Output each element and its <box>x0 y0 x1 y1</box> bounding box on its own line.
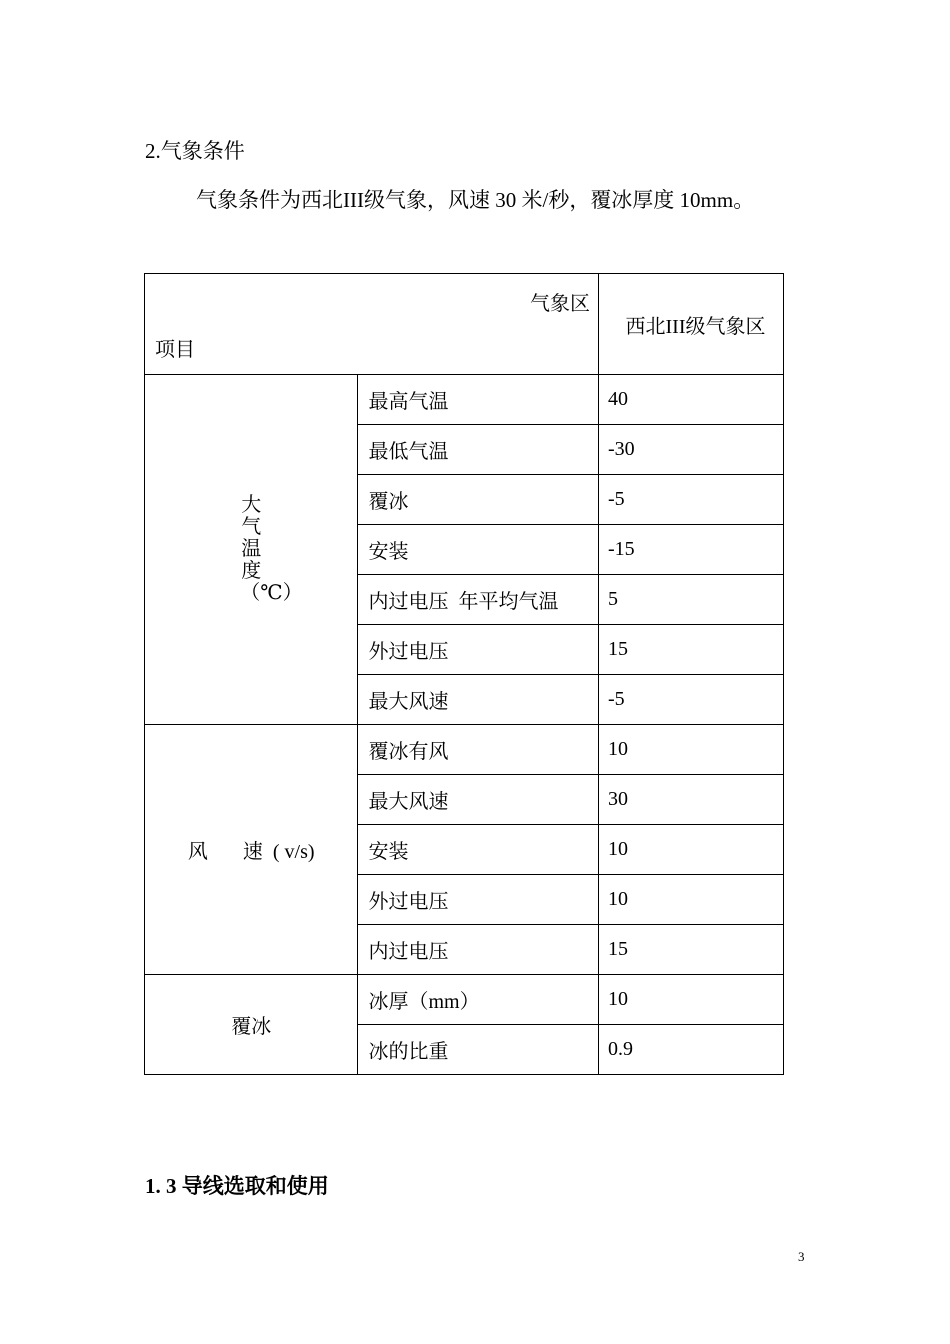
group-label-icing: 覆冰 <box>145 975 358 1075</box>
value-cell: -15 <box>599 525 784 575</box>
item-cell: 安装 <box>358 825 599 875</box>
item-cell: 外过电压 <box>358 875 599 925</box>
header-item-label: 项目 <box>155 339 195 361</box>
value-cell: -30 <box>599 425 784 475</box>
item-cell: 最低气温 <box>358 425 599 475</box>
table-row <box>145 375 784 425</box>
item-cell: 覆冰 <box>358 475 599 525</box>
value-cell: 30 <box>599 775 784 825</box>
value-cell: 10 <box>599 975 784 1025</box>
value-cell: -5 <box>599 675 784 725</box>
value-cell: 40 <box>599 375 784 425</box>
page-number: 3 <box>798 1249 805 1264</box>
item-cell: 覆冰有风 <box>358 725 599 775</box>
item-cell: 最大风速 <box>358 775 599 825</box>
weather-conditions-table <box>144 273 784 1075</box>
header-zone-label: 气象区 <box>530 293 590 315</box>
group-label-temperature <box>145 375 358 725</box>
value-cell: 10 <box>599 825 784 875</box>
item-cell: 安装 <box>358 525 599 575</box>
value-cell: -5 <box>599 475 784 525</box>
header-zone-value: 西北III级气象区 <box>599 274 784 375</box>
value-cell: 15 <box>599 925 784 975</box>
item-cell: 内过电压 <box>358 925 599 975</box>
item-cell: 外过电压 <box>358 625 599 675</box>
table-row <box>145 975 784 1025</box>
group-label-text: 大气温度（℃） <box>240 494 303 604</box>
item-cell: 内过电压 年平均气温 <box>358 575 599 625</box>
table-header-row <box>145 274 784 375</box>
item-cell: 冰的比重 <box>358 1025 599 1075</box>
group-label-wind-speed: 风 速 ( v/s) <box>145 725 358 975</box>
section-heading-conductor: 1. 3 导线选取和使用 <box>145 1174 329 1198</box>
item-cell: 最高气温 <box>358 375 599 425</box>
table-row <box>145 725 784 775</box>
value-cell: 15 <box>599 625 784 675</box>
value-cell: 10 <box>599 875 784 925</box>
section-heading-weather: 2.气象条件 <box>145 139 245 163</box>
item-cell: 冰厚（mm） <box>358 975 599 1025</box>
value-cell: 5 <box>599 575 784 625</box>
weather-paragraph: 气象条件为西北III级气象，风速 30 米/秒，覆冰厚度 10mm。 <box>196 188 755 212</box>
diagonal-header-cell <box>145 274 599 375</box>
item-cell: 最大风速 <box>358 675 599 725</box>
value-cell: 10 <box>599 725 784 775</box>
value-cell: 0.9 <box>599 1025 784 1075</box>
